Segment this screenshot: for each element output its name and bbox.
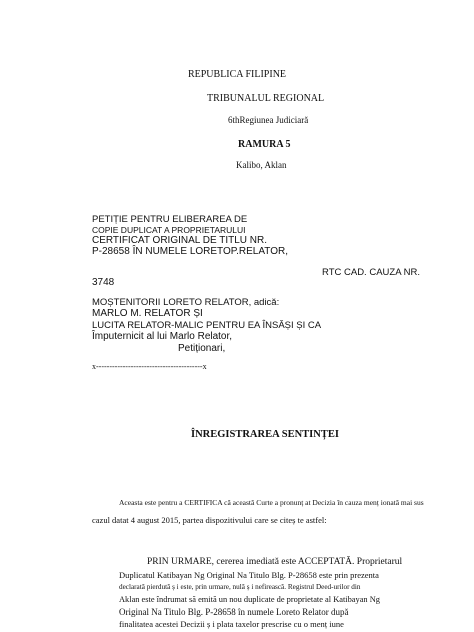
heirs-line-4: Împuternicit al lui Marlo Relator, — [92, 331, 233, 342]
header-region: 6thRegiunea Judiciară — [228, 115, 309, 125]
ruling-line-3: declarată pierdută ș i este, prin urmare, nulă ș i nefirească. Registrul Deed-urilor din — [119, 583, 361, 591]
ruling-line-2: Duplicatul Katibayan Ng Original Na Titulo Blg. P-28658 este prin prezenta — [119, 570, 379, 580]
case-number: 3748 — [92, 277, 115, 288]
petitioners-label: Petiționari, — [178, 343, 226, 354]
heirs-line-3: LUCITA RELATOR-MALIC PENTRU EA ÎNSĂȘI ȘI CA — [92, 320, 322, 331]
petition-line-3: CERTIFICAT ORIGINAL DE TITLU NR. — [92, 235, 268, 246]
petition-line-2: COPIE DUPLICAT A PROPRIETARULUI — [92, 225, 246, 235]
header-branch: RAMURA 5 — [238, 139, 291, 150]
header-republic: REPUBLICA FILIPINE — [187, 69, 287, 80]
document-title: ÎNREGISTRAREA SENTINȚEI — [191, 429, 339, 440]
ruling-line-4: Aklan este îndrumat să emită un nou duplicate de proprietate al Katibayan Ng — [119, 595, 380, 604]
intro-line-1: Aceasta este pentru a CERTIFICA că această Curte a pronunț at Decizia în cauza menț ionată mai sus — [119, 498, 424, 507]
ruling-line-1: PRIN URMARE, cererea imediată este ACCEPTATĂ. Proprietarul — [147, 557, 403, 567]
ruling-line-5: Original Na Titulo Blg. P-28658 în numele Loreto Relator după — [119, 607, 349, 617]
petition-line-1: PETIȚIE PENTRU ELIBERAREA DE — [92, 214, 248, 225]
ruling-line-6: finalitatea acestei Decizii ș i plata taxelor prescrise cu o menț iune — [119, 619, 344, 629]
heirs-line-2: MARLO M. RELATOR ȘI — [92, 308, 203, 319]
header-court: TRIBUNALUL REGIONAL — [207, 93, 325, 104]
case-label: RTC CAD. CAUZA NR. — [322, 267, 421, 278]
heirs-line-1: MOȘTENITORII LORETO RELATOR, adică: — [92, 297, 280, 308]
intro-line-2: cazul datat 4 august 2015, partea dispozitivului care se citeș te astfel: — [92, 515, 327, 525]
header-location: Kalibo, Aklan — [236, 160, 287, 170]
caption-separator: x----------------------------------------x — [92, 362, 207, 371]
petition-line-4: P-28658 ÎN NUMELE LORETOP.RELATOR, — [92, 246, 289, 257]
